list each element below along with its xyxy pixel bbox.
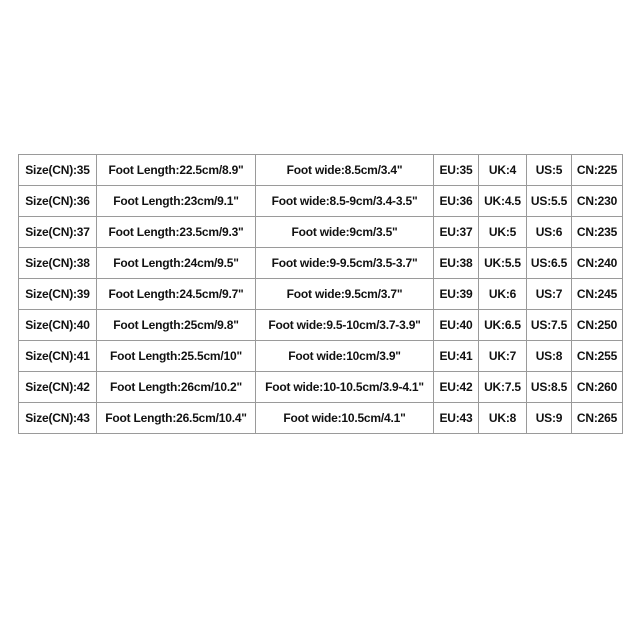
foot-length-cell: Foot Length:24cm/9.5" (97, 248, 256, 279)
uk-size-cell: UK:5.5 (479, 248, 527, 279)
table-row (19, 341, 623, 372)
size-cn-cell: Size(CN):42 (19, 372, 97, 403)
us-size-cell: US:7.5 (527, 310, 572, 341)
table-row (19, 186, 623, 217)
cn-size-cell: CN:260 (572, 372, 623, 403)
uk-size-cell: UK:5 (479, 217, 527, 248)
foot-wide-cell: Foot wide:8.5cm/3.4" (256, 155, 434, 186)
uk-size-cell: UK:4 (479, 155, 527, 186)
size-cn-cell: Size(CN):36 (19, 186, 97, 217)
eu-size-cell: EU:38 (434, 248, 479, 279)
eu-size-cell: EU:35 (434, 155, 479, 186)
cn-size-cell: CN:255 (572, 341, 623, 372)
foot-wide-cell: Foot wide:10-10.5cm/3.9-4.1" (256, 372, 434, 403)
cn-size-cell: CN:225 (572, 155, 623, 186)
uk-size-cell: UK:4.5 (479, 186, 527, 217)
size-cn-cell: Size(CN):43 (19, 403, 97, 434)
foot-length-cell: Foot Length:25cm/9.8" (97, 310, 256, 341)
size-cn-cell: Size(CN):35 (19, 155, 97, 186)
table-row (19, 217, 623, 248)
uk-size-cell: UK:6.5 (479, 310, 527, 341)
table-row (19, 310, 623, 341)
uk-size-cell: UK:8 (479, 403, 527, 434)
foot-wide-cell: Foot wide:9.5cm/3.7" (256, 279, 434, 310)
foot-length-cell: Foot Length:24.5cm/9.7" (97, 279, 256, 310)
foot-wide-cell: Foot wide:10.5cm/4.1" (256, 403, 434, 434)
foot-length-cell: Foot Length:23cm/9.1" (97, 186, 256, 217)
us-size-cell: US:8 (527, 341, 572, 372)
eu-size-cell: EU:42 (434, 372, 479, 403)
us-size-cell: US:7 (527, 279, 572, 310)
size-cn-cell: Size(CN):37 (19, 217, 97, 248)
us-size-cell: US:9 (527, 403, 572, 434)
us-size-cell: US:5 (527, 155, 572, 186)
foot-wide-cell: Foot wide:9cm/3.5" (256, 217, 434, 248)
us-size-cell: US:6 (527, 217, 572, 248)
foot-length-cell: Foot Length:25.5cm/10" (97, 341, 256, 372)
cn-size-cell: CN:250 (572, 310, 623, 341)
uk-size-cell: UK:7.5 (479, 372, 527, 403)
cn-size-cell: CN:245 (572, 279, 623, 310)
cn-size-cell: CN:230 (572, 186, 623, 217)
table-row (19, 372, 623, 403)
foot-length-cell: Foot Length:26.5cm/10.4" (97, 403, 256, 434)
foot-length-cell: Foot Length:26cm/10.2" (97, 372, 256, 403)
foot-length-cell: Foot Length:22.5cm/8.9" (97, 155, 256, 186)
size-chart-body (19, 155, 623, 434)
foot-wide-cell: Foot wide:8.5-9cm/3.4-3.5" (256, 186, 434, 217)
eu-size-cell: EU:39 (434, 279, 479, 310)
foot-length-cell: Foot Length:23.5cm/9.3" (97, 217, 256, 248)
us-size-cell: US:5.5 (527, 186, 572, 217)
uk-size-cell: UK:7 (479, 341, 527, 372)
us-size-cell: US:6.5 (527, 248, 572, 279)
cn-size-cell: CN:240 (572, 248, 623, 279)
size-chart-table (18, 154, 623, 434)
size-cn-cell: Size(CN):38 (19, 248, 97, 279)
eu-size-cell: EU:41 (434, 341, 479, 372)
size-cn-cell: Size(CN):39 (19, 279, 97, 310)
foot-wide-cell: Foot wide:9.5-10cm/3.7-3.9" (256, 310, 434, 341)
size-cn-cell: Size(CN):40 (19, 310, 97, 341)
eu-size-cell: EU:37 (434, 217, 479, 248)
uk-size-cell: UK:6 (479, 279, 527, 310)
table-row (19, 248, 623, 279)
size-cn-cell: Size(CN):41 (19, 341, 97, 372)
table-row (19, 403, 623, 434)
eu-size-cell: EU:36 (434, 186, 479, 217)
table-row (19, 155, 623, 186)
foot-wide-cell: Foot wide:9-9.5cm/3.5-3.7" (256, 248, 434, 279)
cn-size-cell: CN:265 (572, 403, 623, 434)
table-row (19, 279, 623, 310)
eu-size-cell: EU:43 (434, 403, 479, 434)
us-size-cell: US:8.5 (527, 372, 572, 403)
eu-size-cell: EU:40 (434, 310, 479, 341)
foot-wide-cell: Foot wide:10cm/3.9" (256, 341, 434, 372)
cn-size-cell: CN:235 (572, 217, 623, 248)
